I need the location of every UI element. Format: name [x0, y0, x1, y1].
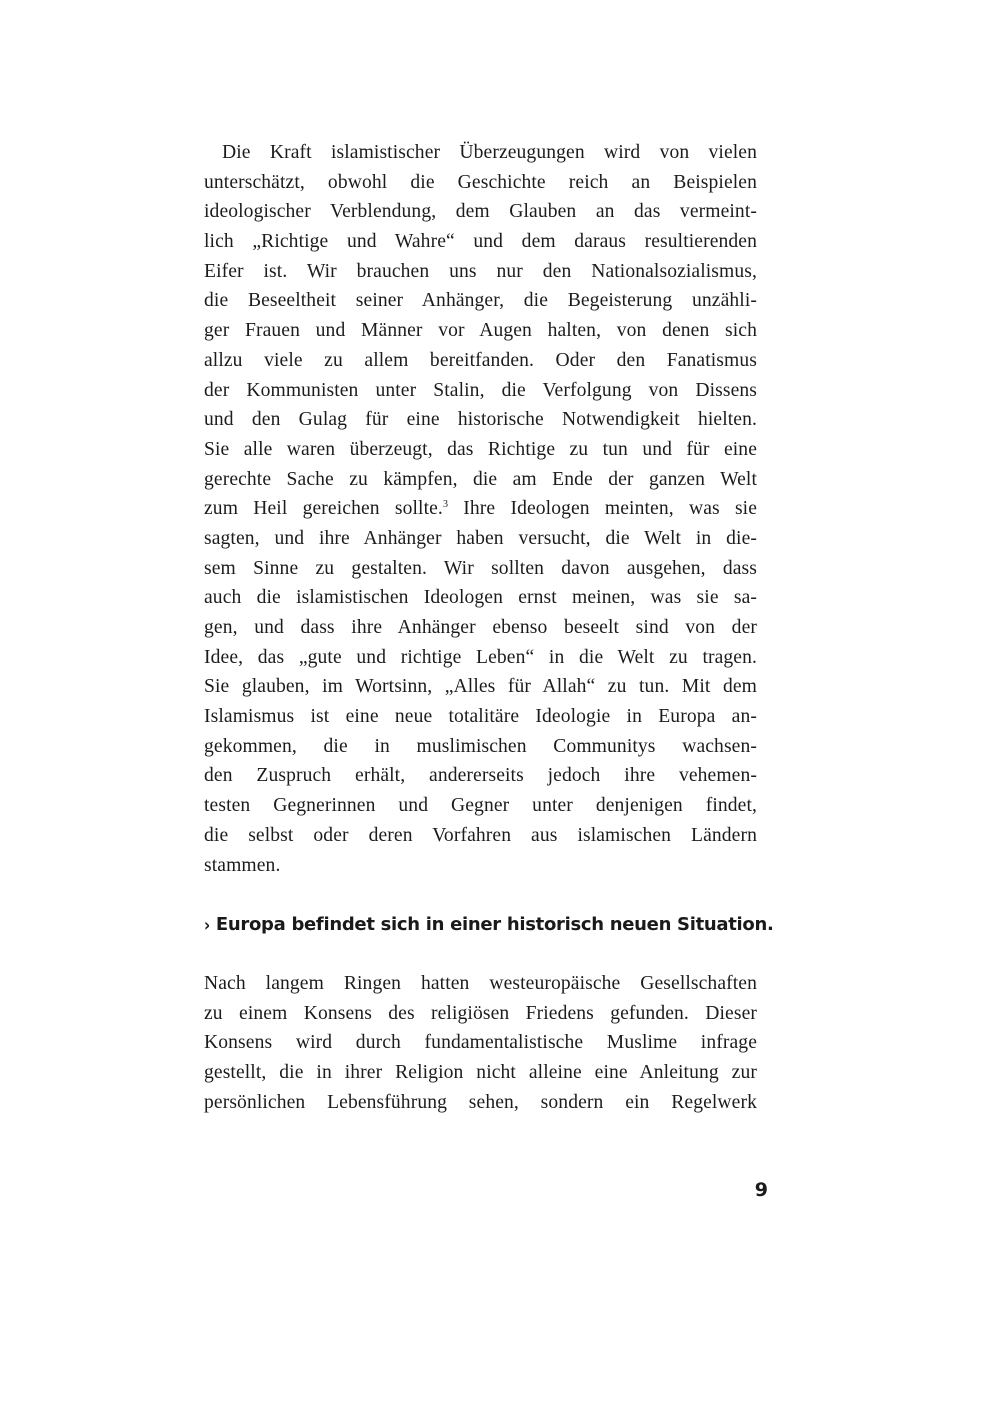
text-line: Die Kraft islamistischer Überzeugungen wird von vielen	[222, 142, 757, 163]
text-line: gen, und dass ihre Anhänger ebenso beseelt sind von der	[204, 617, 757, 638]
text-line: unterschätzt, obwohl die Geschichte reich an Beispielen	[204, 171, 757, 193]
text-line: die selbst oder deren Vorfahren aus islamischen Ländern	[204, 824, 757, 846]
text-line: sagten, und ihre Anhänger haben versucht, die Welt in die-	[204, 527, 757, 549]
text-line: gekommen, die in muslimischen Communitys wachsen-	[204, 735, 757, 757]
text-line: zu einem Konsens des religiösen Friedens gefunden. Dieser	[204, 1002, 757, 1024]
text-segment: Ihre Ideologen meinten, was sie	[463, 498, 758, 520]
text-line: ger Frauen und Männer vor Augen halten, von denen sich	[204, 320, 757, 342]
text-line: Sie glauben, im Wortsinn, „Alles für Allah“ zu tun. Mit dem	[204, 676, 757, 698]
text-line: lich „Richtige und Wahre“ und dem daraus resultierenden	[204, 231, 757, 253]
text-line: Konsens wird durch fundamentalistische Muslime infrage	[204, 1032, 757, 1054]
text-line: den Zuspruch erhält, andererseits jedoch ihre vehemen-	[204, 765, 757, 787]
text-line: gerechte Sache zu kämpfen, die am Ende der ganzen Welt	[204, 468, 757, 490]
subheading-text: Europa befindet sich in einer historisch neuen Situation.	[215, 914, 774, 935]
text-line: ideologischer Verblendung, dem Glauben an das vermeint-	[204, 201, 757, 223]
text-line: allzu viele zu allem bereitfanden. Oder den Fanatismus	[204, 349, 757, 371]
text-line: Islamismus ist eine neue totalitäre Ideologie in Europa an-	[204, 706, 757, 728]
text-line: gestellt, die in ihrer Religion nicht alleine eine Anleitung zur	[204, 1062, 757, 1084]
section-subheading	[204, 910, 774, 940]
footnote-reference: 3	[442, 499, 449, 511]
text-line: stammen.	[204, 854, 281, 876]
text-line: die Beseeltheit seiner Anhänger, die Begeisterung unzähli-	[204, 290, 757, 312]
text-line: Eifer ist. Wir brauchen uns nur den Nationalsozialismus,	[204, 260, 757, 282]
text-line: Nach langem Ringen hatten westeuropäische Gesellschaften	[204, 973, 757, 994]
text-line: Sie alle waren überzeugt, das Richtige zu tun und für eine	[204, 438, 757, 460]
text-line: Idee, das „gute und richtige Leben“ in die Welt zu tragen.	[204, 646, 757, 668]
text-line-with-footnote	[204, 494, 757, 524]
text-line: sem Sinne zu gestalten. Wir sollten davon ausgehen, dass	[204, 557, 757, 579]
chevron-right-icon: ›	[204, 914, 210, 936]
paragraph-1	[204, 138, 757, 880]
text-line: persönlichen Lebensführung sehen, sondern ein Regelwerk	[204, 1091, 757, 1113]
text-line: der Kommunisten unter Stalin, die Verfolgung von Dissens	[204, 379, 757, 401]
paragraph-2	[204, 969, 757, 1117]
text-line: auch die islamistischen Ideologen ernst meinen, was sie sa-	[204, 587, 757, 609]
page-number: 9	[754, 1179, 768, 1201]
text-line: und den Gulag für eine historische Notwendigkeit hielten.	[204, 409, 757, 431]
text-line: testen Gegnerinnen und Gegner unter denjenigen findet,	[204, 795, 757, 817]
text-segment: zum Heil gereichen sollte.	[204, 498, 443, 520]
